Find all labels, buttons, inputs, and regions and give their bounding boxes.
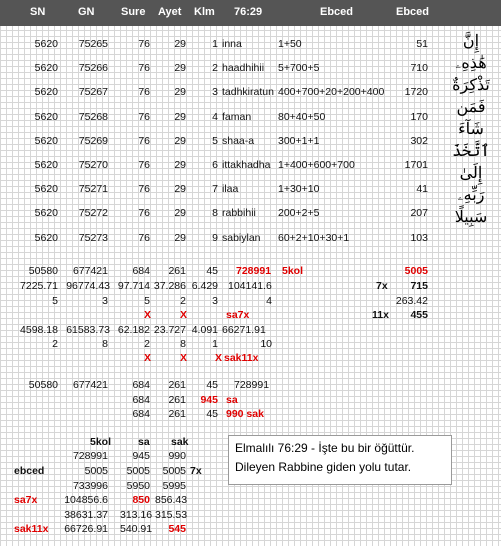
row-total: 170 [410, 110, 428, 123]
b3-header-sak: sak [171, 436, 189, 448]
b3-r4-sak: 856.43 [155, 494, 188, 506]
row-gn: 75266 [78, 62, 108, 75]
row-klm: 1 [212, 38, 218, 50]
b2-sn: 50580 [28, 379, 58, 391]
row-word: ilaa [222, 183, 239, 196]
value-7x: 715 [410, 280, 428, 292]
row-ebced: 300+1+1 [278, 134, 320, 147]
row-gn: 75272 [78, 207, 108, 220]
row-gn: 75269 [78, 134, 108, 147]
row-ayet: 29 [174, 134, 186, 147]
row-sure: 76 [138, 86, 150, 99]
b2-sure2: 684 [132, 394, 150, 406]
row-total: 103 [410, 231, 428, 244]
row-word: haadhihii [222, 62, 265, 75]
row-klm: 9 [212, 231, 218, 244]
arabic-word: شَآءَ [458, 119, 484, 138]
sum-kol-label: 5kol [282, 265, 304, 277]
b2-sure: 684 [132, 379, 150, 391]
row-gn: 75267 [78, 86, 108, 99]
label-sa7x: sa7x [226, 309, 250, 321]
row-klm: 6 [212, 159, 218, 171]
row-sure: 76 [138, 183, 150, 196]
row-sn: 5620 [34, 207, 58, 220]
row-sn: 5620 [34, 159, 58, 171]
row-word: ittakhadha [222, 159, 271, 171]
b3-r2-kol: 5005 [84, 465, 108, 477]
row-word: tadhkiratun [222, 86, 274, 99]
row-total: 51 [416, 38, 428, 50]
row-klm: 8 [212, 207, 218, 220]
row-ayet: 29 [174, 207, 186, 220]
row-sn: 5620 [34, 86, 58, 99]
q11-sure: 2 [144, 338, 150, 350]
value-11x: 455 [410, 309, 428, 321]
header-verse: 76:29 [234, 6, 263, 18]
row-sure: 76 [138, 62, 150, 75]
q11-klm: 1 [212, 338, 218, 350]
row-ayet: 29 [174, 62, 186, 75]
div7-sn: 7225.71 [20, 280, 58, 292]
b3-label-sa7x: sa7x [14, 494, 38, 506]
row-word: sabiylan [222, 231, 261, 244]
x-mark-ayet-11: X [180, 352, 188, 364]
label-11x: 11x [372, 309, 389, 321]
row-gn: 75271 [78, 183, 108, 196]
row-sure: 76 [138, 110, 150, 123]
b2-word: 728991 [234, 379, 270, 391]
b3-r1-sa: 945 [132, 450, 150, 462]
row-klm: 5 [212, 134, 218, 147]
row-ebced: 80+40+50 [278, 110, 326, 123]
note-line-2: Dileyen Rabbine giden yolu tutar. [235, 460, 412, 474]
q11-sn: 2 [52, 338, 58, 350]
div11-word: 66271.91 [222, 324, 266, 336]
row-ayet: 29 [174, 86, 186, 99]
x-mark-ayet: X [180, 309, 188, 321]
div7-gn: 96774.43 [66, 280, 110, 292]
b3-r1-kol: 728991 [72, 450, 108, 462]
row-ayet: 29 [174, 38, 186, 50]
b3-r2-sa: 5005 [126, 465, 150, 477]
row-sure: 76 [138, 207, 150, 220]
row-ebced: 1+50 [278, 38, 302, 50]
x-mark-sure-11: X [144, 352, 152, 364]
row-klm: 3 [212, 86, 218, 99]
b3-r6-sak: 545 [168, 523, 186, 535]
div11-klm: 4.091 [191, 324, 218, 336]
header-gn: GN [78, 6, 95, 18]
label-sak11x: sak11x [224, 352, 259, 364]
b3-r5-sa: 313.16 [120, 509, 153, 521]
b3-header-sa: sa [138, 436, 150, 448]
div7-sure: 97.714 [117, 280, 150, 292]
translation-note [228, 435, 452, 485]
q11-word: 10 [260, 338, 272, 350]
row-ebced: 1+400+600+700 [278, 159, 355, 171]
row-sn: 5620 [34, 110, 58, 123]
b3-r6-kol: 66726.91 [64, 523, 108, 535]
b3-r3-sa: 5950 [126, 480, 150, 492]
b3-r5-kol: 38631.37 [64, 509, 108, 521]
b3-label-7x: 7x [190, 465, 202, 477]
b3-header-kol: 5kol [90, 436, 112, 448]
row-sn: 5620 [34, 231, 58, 244]
b3-r5-sak: 315.53 [155, 509, 188, 521]
row-ayet: 29 [174, 159, 186, 171]
div7-klm: 6.429 [191, 280, 218, 292]
row-sure: 76 [138, 134, 150, 147]
row-word: shaa-a [222, 134, 255, 147]
b3-r3-kol: 733996 [72, 480, 108, 492]
sum-klm: 45 [206, 265, 218, 277]
q11-gn: 8 [102, 338, 108, 350]
b3-r2-sak: 5005 [162, 465, 186, 477]
row-sure: 76 [138, 159, 150, 171]
b2-gn: 677421 [72, 379, 108, 391]
x-mark-sure: X [144, 309, 152, 321]
note-line-1: Elmalılı 76:29 - İşte bu bir öğüttür. [235, 441, 415, 455]
row-ebced: 200+2+5 [278, 207, 320, 220]
row-total: 207 [410, 207, 428, 220]
b3-r1-sak: 990 [168, 450, 186, 462]
row-sn: 5620 [34, 38, 58, 50]
row-word: faman [222, 110, 252, 123]
header-ayet: Ayet [158, 6, 182, 18]
arabic-word: هَٰذِهِۦ [455, 53, 487, 72]
q7-gn: 3 [102, 295, 108, 307]
row-ebced: 60+2+10+30+1 [278, 231, 350, 244]
row-word: inna [222, 38, 242, 50]
q7-sn: 5 [52, 295, 58, 307]
label-7x: 7x [376, 280, 388, 292]
q7-word: 4 [266, 295, 272, 307]
b2-sa-value: 945 [200, 394, 218, 406]
row-ebced: 400+700+20+200+400 [278, 86, 385, 99]
row-klm: 2 [212, 62, 218, 75]
b2-sak-value: 990 sak [226, 408, 264, 420]
q7-ayet: 2 [180, 295, 186, 307]
row-klm: 4 [212, 110, 218, 123]
row-sure: 76 [138, 231, 150, 244]
header-row [0, 0, 501, 26]
arabic-word: إِلَىٰ [459, 163, 483, 182]
row-gn: 75273 [78, 231, 108, 244]
row-sn: 5620 [34, 62, 58, 75]
arabic-word: سَبِيلًا [454, 207, 488, 226]
div7-ayet: 37.286 [153, 280, 186, 292]
row-word: rabbihii [222, 207, 256, 220]
header-ebced-total: Ebced [396, 6, 430, 18]
row-gn: 75268 [78, 110, 108, 123]
row-ayet: 29 [174, 231, 186, 244]
b2-ayet3: 261 [168, 408, 186, 420]
row-sure: 76 [138, 38, 150, 50]
row-gn: 75265 [78, 38, 108, 50]
row-ayet: 29 [174, 110, 186, 123]
b2-sa-label: sa [226, 394, 238, 406]
arabic-verse [448, 30, 494, 240]
header-sure: Sure [121, 6, 146, 18]
sum-sure: 684 [132, 265, 150, 277]
b3-r4-sa: 850 [132, 494, 150, 506]
row-sn: 5620 [34, 134, 58, 147]
arabic-word: إِنَّ [462, 31, 480, 50]
div11-sn: 4598.18 [20, 324, 58, 336]
header-sn: SN [30, 6, 46, 18]
b2-ayet: 261 [168, 379, 186, 391]
b2-klm: 45 [206, 379, 218, 391]
row-ebced: 1+30+10 [278, 183, 320, 196]
sum-ayet: 261 [168, 265, 186, 277]
div7-word: 104141.6 [228, 280, 272, 292]
row-total: 1701 [404, 159, 428, 171]
arabic-word: فَمَن [456, 97, 486, 116]
header-ebced: Ebced [320, 6, 354, 18]
q11-ayet: 8 [180, 338, 186, 350]
b3-r4-kol: 104856.6 [64, 494, 108, 506]
b3-label-sak11x: sak11x [14, 523, 49, 535]
header-klm: Klm [194, 6, 215, 18]
row-gn: 75270 [78, 159, 108, 171]
b2-sure3: 684 [132, 408, 150, 420]
b3-label-ebced: ebced [14, 465, 45, 477]
b3-r3-sak: 5995 [162, 480, 186, 492]
q7-klm: 3 [212, 295, 218, 307]
arabic-word: ٱتَّخَذَ [452, 141, 490, 160]
arabic-word: تَذْكِرَةٌ [452, 75, 490, 94]
row-total: 41 [416, 183, 428, 196]
row-total: 710 [410, 62, 428, 75]
row-klm: 7 [212, 183, 218, 196]
b2-klm3: 45 [206, 408, 218, 420]
sum-ebced-total: 5005 [404, 265, 428, 277]
row-ebced: 5+700+5 [278, 62, 320, 75]
sum-gn: 677421 [72, 265, 108, 277]
row-total: 1720 [404, 86, 428, 99]
x-mark-klm-11: X [215, 352, 223, 364]
div11-gn: 61583.73 [66, 324, 110, 336]
row-ayet: 29 [174, 183, 186, 196]
b2-ayet2: 261 [168, 394, 186, 406]
arabic-word: رَبِّهِۦ [457, 185, 485, 204]
row-sn: 5620 [34, 183, 58, 196]
row-total: 302 [410, 134, 428, 147]
sum-sn: 50580 [28, 265, 58, 277]
q7-sure: 5 [144, 295, 150, 307]
div11-ayet: 23.727 [153, 324, 186, 336]
sum-word-total: 728991 [236, 265, 272, 277]
ebced-div7: 263.42 [395, 295, 428, 307]
div11-sure: 62.182 [117, 324, 150, 336]
b3-r6-sa: 540.91 [120, 523, 153, 535]
